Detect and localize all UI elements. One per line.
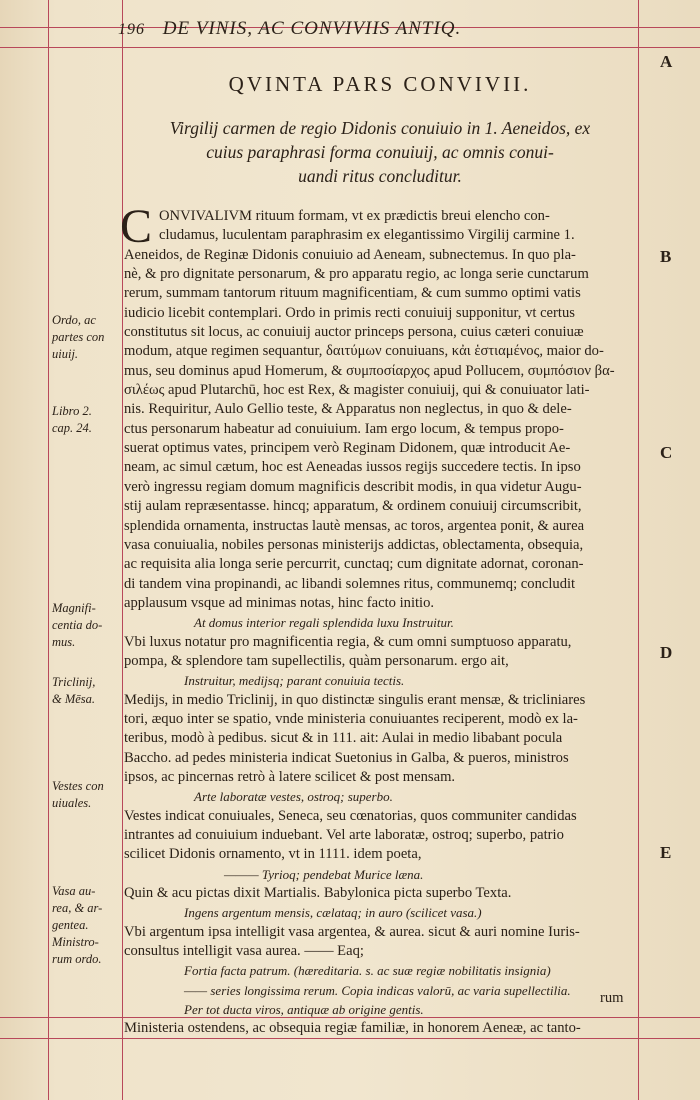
- margin-note-triclinium: [52, 674, 120, 708]
- body-line: rerum, summam tantorum rituum magnificentiam, & cum summo optimi vatis: [124, 285, 581, 302]
- running-head: [118, 18, 578, 40]
- body-line: Vbi argentum ipsa intelligit vasa argentea, & aurea. sicut & auri nomine Iuris-: [124, 923, 580, 940]
- margin-note-line: rum ordo.: [52, 952, 102, 966]
- signature-mark-a: A: [660, 52, 673, 71]
- body-line: constitutus sit locus, ac conuiuij auctor princeps persona, cuius cæteri conuiuæ: [124, 324, 584, 341]
- subtitle-line: uandi ritus concluditur.: [298, 166, 462, 186]
- margin-note-line: Triclinij,: [52, 675, 96, 689]
- body-line: applausum vsque ad minimas notas, hinc facto initio.: [124, 594, 435, 611]
- body-line: modum, atque regimen sequantur, δαιτύμων conuiuans, κἀι ἑστιαμένος, maior do-: [124, 343, 604, 360]
- margin-note-line: centia do-: [52, 618, 103, 632]
- body-line: scilicet Didonis ornamento, vt in 1111. idem poeta,: [124, 846, 422, 863]
- signature-mark-b: B: [660, 247, 672, 266]
- body-line: Baccho. ad pedes ministeria indicat Suetonius in Galba, & pueros, ministros: [124, 749, 569, 766]
- body-line: iudicio licebit contemplari. Ordo in primis recti conuiuij supponitur, vt certus: [124, 304, 575, 321]
- margin-note-line: Magnifi-: [52, 601, 96, 615]
- body-line: Medijs, in medio Triclinij, in quo distinctæ singulis erant mensæ, & tricliniares: [124, 691, 586, 708]
- body-line: Per tot ducta viros, antiquæ ab origine gentis.: [184, 1002, 424, 1018]
- right-margin-rule: [638, 0, 639, 1100]
- left-margin-rule: [48, 0, 49, 1100]
- body-line: stij aulam repræsentasse. hincq; apparatum, & ordinem conuiuij circumscribit,: [124, 498, 582, 515]
- body-line: Ingens argentum mensis, cælataq; in auro (scilicet vasa.): [184, 905, 482, 921]
- body-line: pompa, & splendore tam supellectilis, quàm personarum. ergo ait,: [124, 652, 509, 669]
- margin-note-line: uiuij.: [52, 347, 79, 361]
- body-line: tori, æquo inter se spatio, vnde ministeria conuiuantes reciperent, modò ex la-: [124, 710, 578, 727]
- margin-note-line: Vasa au-: [52, 884, 96, 898]
- section-title: QVINTA PARS CONVIVII.: [228, 72, 532, 96]
- body-line: ipsos, ac pincernas retrò à latere scilicet & post mensam.: [124, 768, 456, 785]
- margin-note-vestes: [52, 778, 120, 812]
- body-line: —— series longissima rerum. Copia indicas valorū, ac varia supellectilia.: [184, 982, 571, 998]
- body-line: di tandem vina propinandi, ac libandi solemnes ritus, communemq; concludit: [124, 575, 576, 592]
- margin-note-line: Vestes con: [52, 779, 104, 793]
- body-line: ——— Tyrioq; pendebat Murice læna.: [224, 866, 424, 882]
- body-line: ONVIVALIVM rituum formam, vt ex prædictis breui elencho con-: [159, 208, 550, 224]
- signature-mark-d: D: [660, 643, 673, 662]
- margin-note-line: Ordo, ac: [52, 313, 96, 327]
- section-subtitle: [126, 116, 634, 188]
- body-line: Aeneidos, de Reginæ Didonis conuiuio ad Aeneam, subnectemus. In quo pla-: [124, 246, 576, 263]
- body-line: σιλέως apud Plutarchū, hoc est Rex, & magister conuiuij, qui & conuiuator lati-: [124, 382, 590, 399]
- body-line: neam, ac simul cætum, hoc est Aeneadas iussos regijs succedere tectis. In ipso: [124, 459, 581, 476]
- margin-note-line: Libro 2.: [52, 404, 92, 418]
- margin-note-line: Ministro-: [52, 935, 99, 949]
- margin-note-line: uiuales.: [52, 796, 92, 810]
- body-line: Fortia facta patrum. (hæreditaria. s. ac suæ regiæ nobilitatis insignia): [184, 963, 551, 979]
- margin-note-line: mus.: [52, 635, 76, 649]
- body-line: splendida ornamenta, instructas lautè mensas, ac toros, argentea ponit, & aurea: [124, 517, 585, 534]
- margin-note-line: & Mēsa.: [52, 692, 96, 706]
- margin-note-magnificentia: [52, 600, 120, 651]
- body-line: mus, seu dominus apud Homerum, & συμποσίαρχος apud Pollucem, συμπόσιον βα-: [124, 362, 615, 379]
- catchword: rum: [600, 990, 624, 1006]
- body-line: Instruitur, medijsq; parant conuiuia tectis.: [184, 673, 405, 689]
- signature-mark-e: E: [660, 843, 672, 862]
- margin-note-line: cap. 24.: [52, 421, 92, 435]
- signature-mark-c: C: [660, 443, 673, 462]
- body-line: intrantes ad conuiuium induebant. Vel arte laboratæ, ostroq; superbo, patrio: [124, 827, 564, 843]
- body-line: Quin & acu pictas dixit Martialis. Babylonica picta superbo Texta.: [124, 885, 512, 902]
- drop-cap: C: [120, 200, 153, 253]
- body-line: teribus, modò à pedibus. sicut & in 111. ait: Aulai in medio libabant pocula: [124, 730, 563, 747]
- margin-note-vasa: [52, 883, 120, 968]
- margin-note-libro: [52, 403, 120, 437]
- text-margin-rule: [122, 0, 123, 1100]
- running-title: DE VINIS, AC CONVIVIIS ANTIQ.: [162, 18, 462, 39]
- body-line: vasa conuiualia, nobiles personas ministerijs addictas, oblectamenta, obsequia,: [124, 536, 584, 553]
- body-line: nis. Requiritur, Aulo Gellio teste, & Apparatus non neglectus, in quo & dele-: [124, 401, 572, 418]
- body-line: suerat optimus vates, principem verò Reginam Didonem, quæ introducit Ae-: [124, 440, 571, 457]
- margin-note-line: gentea.: [52, 918, 89, 932]
- body-line: cludamus, luculentam paraphrasim ex elegantissimo Virgilij carmine 1.: [159, 227, 575, 244]
- body-line: verò ingressu regiam domum magnificis describit modis, in qua videtur Augu-: [124, 478, 582, 495]
- margin-note-line: partes con: [52, 330, 105, 344]
- body-line: Vestes indicat conuiuales, Seneca, seu cœnatorias, quos communiter candidas: [124, 807, 577, 824]
- body-line: ac requisita alia longa serie percurrit, cunctaq; cum dignitate adornat, coronan-: [124, 556, 584, 573]
- subtitle-line: Virgilij carmen de regio Didonis conuiuio in 1. Aeneidos, ex: [169, 118, 591, 138]
- body-line: nè, & pro dignitate personarum, & pro apparatu regio, ac longa serie cunctarum: [124, 266, 589, 283]
- body-line: Vbi luxus notatur pro magnificentia regia, & cum omni sumptuoso apparatu,: [124, 633, 572, 650]
- body-line: ctus personarum habeatur ad conuiuium. Iam ergo locum, & tempus propo-: [124, 420, 564, 437]
- body-line: consultus intelligit vasa aurea. —— Eaq;: [124, 943, 364, 960]
- page-number: 196: [118, 21, 145, 38]
- subtitle-line: cuius paraphrasi forma conuiuij, ac omnis conui-: [206, 142, 554, 162]
- body-line: Ministeria ostendens, ac obsequia regiæ familiæ, in honorem Aeneæ, ac tanto-: [124, 1020, 581, 1037]
- margin-note-ordo: [52, 312, 120, 363]
- body-line: Arte laboratæ vestes, ostroq; superbo.: [194, 789, 393, 805]
- margin-note-line: rea, & ar-: [52, 901, 103, 915]
- header-rule: [0, 47, 700, 48]
- body-line: At domus interior regali splendida luxu Instruitur.: [194, 615, 454, 631]
- body-text: [120, 200, 638, 1039]
